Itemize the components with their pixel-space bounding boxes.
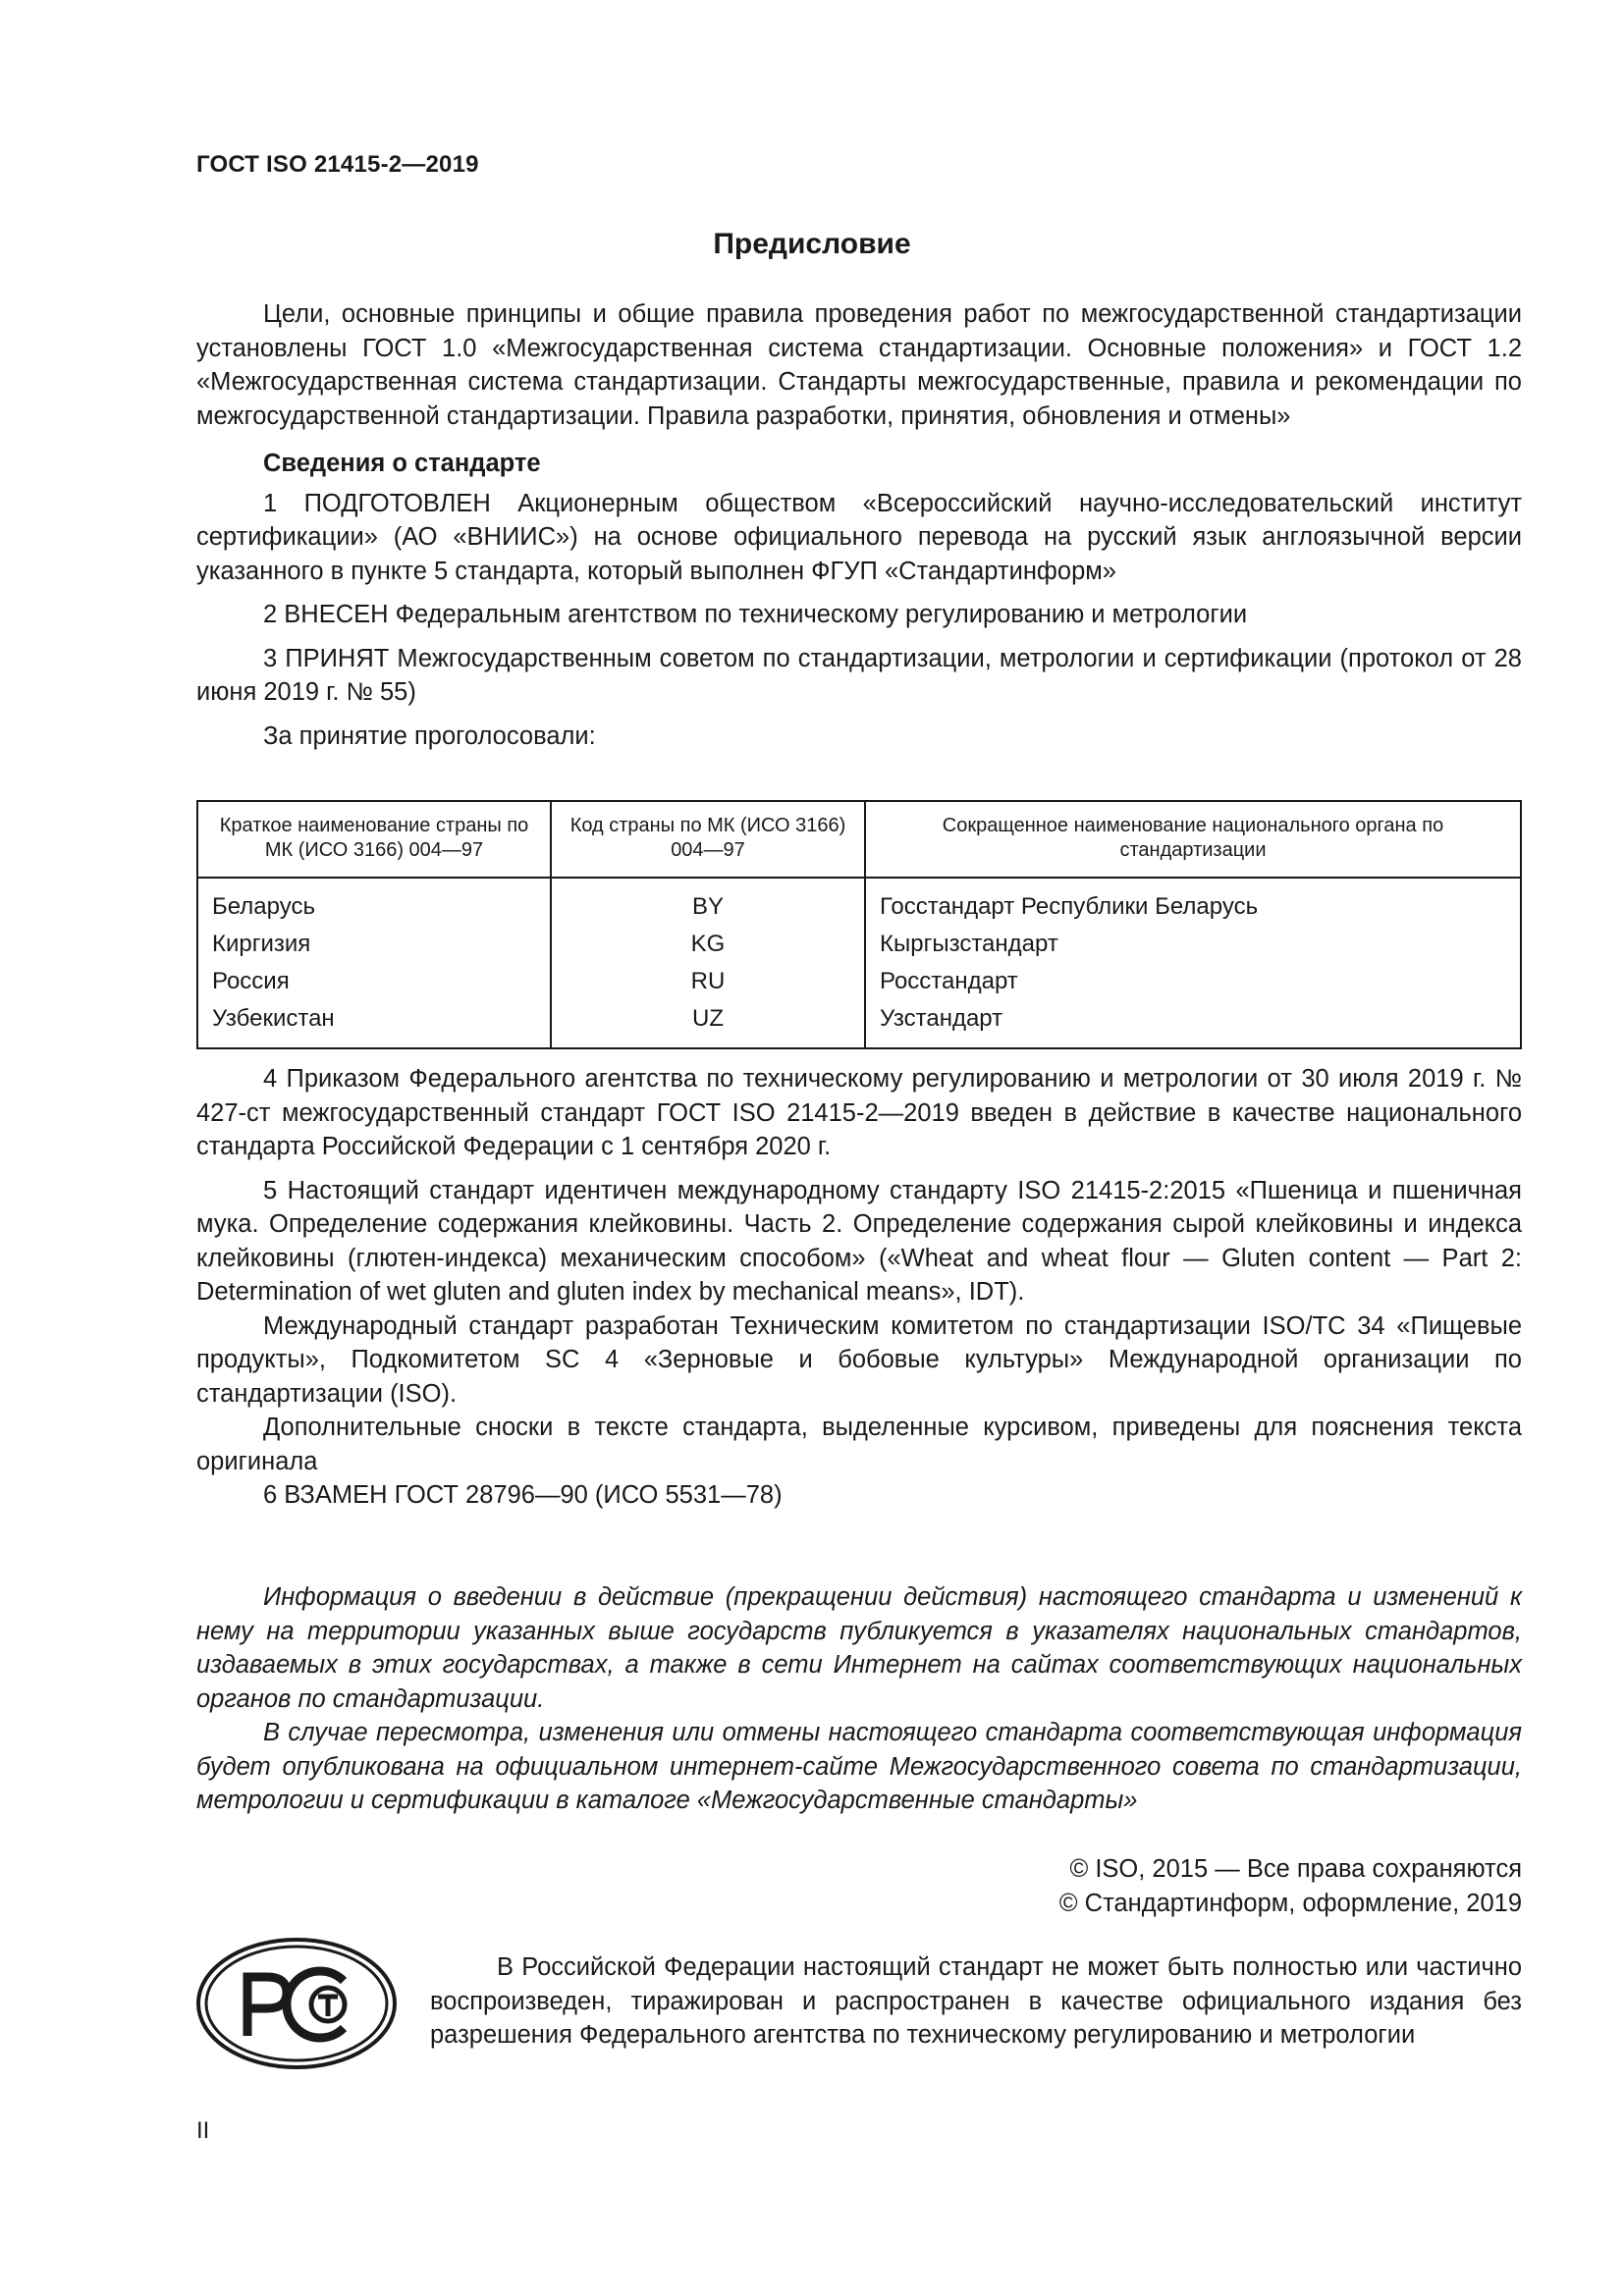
country-cell: Узбекистан [212, 1005, 335, 1032]
table-row [197, 926, 1521, 963]
org-cell: Кыргызстандарт [865, 926, 1521, 963]
header-country: Краткое наименование страны по МК (ИСО 3166) 004—97 [197, 801, 551, 878]
item-6: 6 ВЗАМЕН ГОСТ 28796—90 (ИСО 5531—78) [263, 1481, 783, 1509]
table-row [197, 1000, 1521, 1048]
table-row [197, 963, 1521, 1000]
country-cell: Беларусь [212, 893, 315, 920]
rst-logo [196, 1938, 398, 2070]
item-5-committee: Международный стандарт разработан Техническим комитетом по стандартизации ISO/TC 34 «Пищевые продукты», Подкомитетом SC 4 «Зерновые и бобовые культуры» Международной организации по стандартизации (ISO). [196, 1311, 1522, 1408]
table-row [197, 878, 1521, 926]
code-cell: BY [551, 878, 865, 926]
header-organization: Сокращенное наименование национального органа по стандартизации [865, 801, 1521, 878]
org-cell: Росстандарт [865, 963, 1521, 1000]
country-cell: Россия [212, 968, 290, 994]
item-5: 5 Настоящий стандарт идентичен международному стандарту ISO 21415-2:2015 «Пшеница и пшеничная мука. Определение содержания клейковины. Часть 2. Определение содержания сырой клейковины и индекса клейковины (глютен-индекса) механическим способом» («Wheat and wheat flour — Gluten content — Part 2: Determination of wet gluten and gluten index by mechanical means», IDT). [196, 1176, 1522, 1306]
document-header: ГОСТ ISO 21415-2—2019 [196, 151, 479, 178]
copyright-standartinform: © Стандартинформ, оформление, 2019 [1058, 1889, 1522, 1917]
page-number: II [196, 2117, 210, 2144]
code-cell: UZ [551, 1000, 865, 1048]
info-notice [196, 1580, 1522, 1818]
foreword-body [196, 297, 1522, 753]
item-1: 1 ПОДГОТОВЛЕН Акционерным обществом «Всероссийский научно-исследовательский институт сертификации» (АО «ВНИИС») на основе официального перевода на русский язык англоязычной версии указанного в пункте 5 стандарта, который выполнен ФГУП «Стандартинформ» [196, 489, 1522, 585]
info-paragraph-2: В случае пересмотра, изменения или отмены настоящего стандарта соответствующая информация будет опубликована на официальном интернет-сайте Межгосударственного совета по стандартизации, метрологии и сертификации в каталоге «Межгосударственные стандарты» [196, 1719, 1522, 1814]
copyright-iso: © ISO, 2015 — Все права сохраняются [1069, 1855, 1522, 1883]
voted-label: За принятие проголосовали: [263, 721, 596, 750]
code-cell: RU [551, 963, 865, 1000]
page-title: Предисловие [713, 228, 911, 260]
info-heading: Сведения о стандарте [263, 450, 541, 477]
item-2: 2 ВНЕСЕН Федеральным агентством по техническому регулированию и метрологии [263, 601, 1248, 628]
item-3: 3 ПРИНЯТ Межгосударственным советом по стандартизации, метрологии и сертификации (протокол от 28 июня 2019 г. № 55) [196, 644, 1522, 706]
voting-table [196, 800, 1522, 1049]
notice-text: В Российской Федерации настоящий стандарт не может быть полностью или частично воспроизведен, тиражирован и распространен в качестве официального издания без разрешения Федерального агентства по техническому регулированию и метрологии [430, 1953, 1522, 2049]
reproduction-notice [430, 1950, 1522, 2053]
code-cell: KG [551, 926, 865, 963]
info-paragraph-1: Информация о введении в действие (прекращении действия) настоящего стандарта и изменений к нему на территории указанных выше государств публикуется в указателях национальных стандартов, издаваемых в этих государствах, а также в сети Интернет на сайтах соответствующих национальных органов по стандартизации. [196, 1583, 1522, 1713]
org-cell: Узстандарт [865, 1000, 1521, 1048]
country-cell: Киргизия [212, 931, 311, 957]
org-cell: Госстандарт Республики Беларусь [865, 878, 1521, 926]
item-5-footnotes: Дополнительные сноски в тексте стандарта, выделенные курсивом, приведены для пояснения текста оригинала [196, 1414, 1522, 1475]
intro-paragraph: Цели, основные принципы и общие правила проведения работ по межгосударственной стандартизации установлены ГОСТ 1.0 «Межгосударственная система стандартизации. Основные положения» и ГОСТ 1.2 «Межгосударственная система стандартизации. Стандарты межгосударственные, правила и рекомендации по межгосударственной стандартизации. Правила разработки, принятия, обновления и отмены» [196, 300, 1522, 430]
table-header-row [197, 801, 1521, 878]
header-code: Код страны по МК (ИСО 3166) 004—97 [551, 801, 865, 878]
standard-details [196, 1062, 1522, 1513]
item-4: 4 Приказом Федерального агентства по техническому регулированию и метрологии от 30 июля 2019 г. № 427-ст межгосударственный стандарт ГОСТ ISO 21415-2—2019 введен в действие в качестве национального стандарта Российской Федерации с 1 сентября 2020 г. [196, 1065, 1522, 1160]
copyright-block [1059, 1852, 1522, 1920]
